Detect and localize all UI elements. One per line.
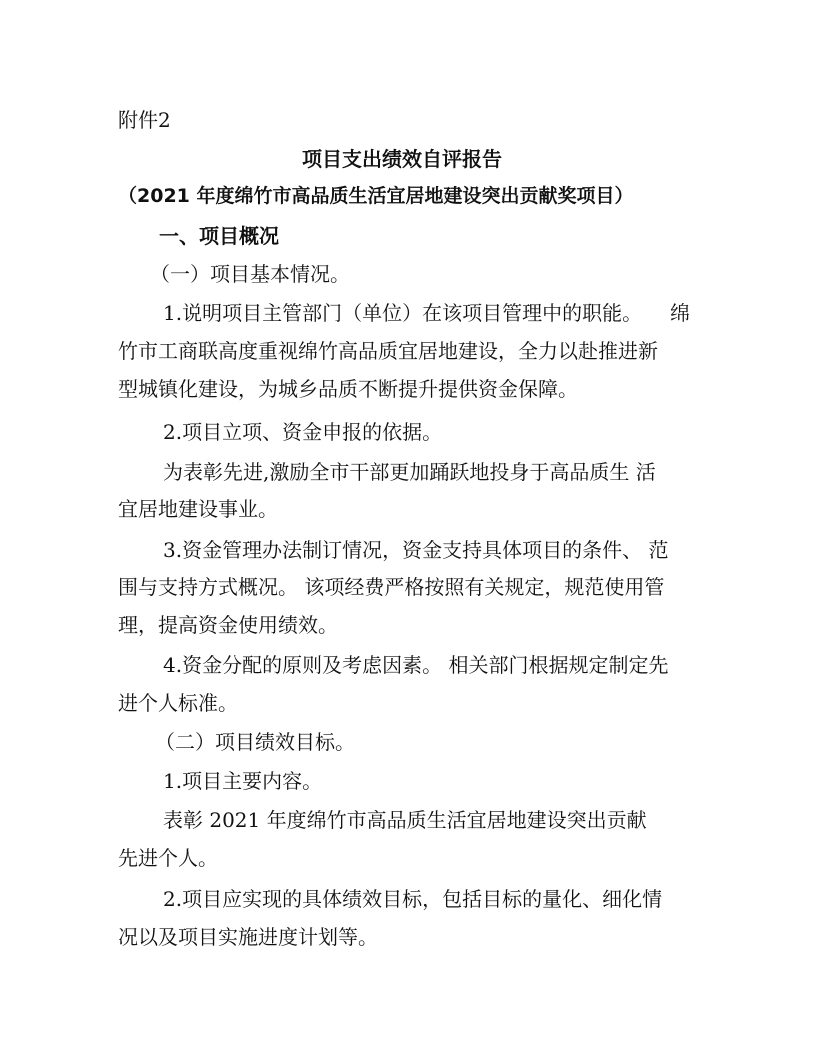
item-1-1-line: 型城镇化建设，为城乡品质不断提升提供资金保障。 (118, 377, 578, 401)
report-title: 项目支出绩效自评报告 (302, 147, 502, 171)
item-1-3-line: 3.资金管理办法制订情况，资金支持具体项目的条件、 范 (163, 538, 669, 562)
item-1-1-title: 1.说明项目主管部门（单位）在该项目管理中的职能。 (163, 301, 643, 325)
item-1-1-line: 竹市工商联高度重视绵竹高品质宜居地建设，全力以赴推进新 (118, 339, 658, 363)
item-2-1-line: 表彰 2021 年度绵竹市高品质生活宜居地建设突出贡献 (163, 808, 647, 832)
report-subtitle: （2021 年度绵竹市高品质生活宜居地建设突出贡献奖项目） (118, 185, 634, 207)
item-1-4-line: 4.资金分配的原则及考虑因素。 相关部门根据规定制定先 (163, 653, 669, 677)
item-1-2-title: 2.项目立项、资金申报的依据。 (163, 420, 443, 444)
section-1-heading: 一、项目概况 (159, 224, 279, 248)
subsection-2-heading: （二）项目绩效目标。 (155, 730, 355, 754)
attachment-label: 附件2 (118, 108, 171, 132)
item-2-2-line: 况以及项目实施进度计划等。 (118, 925, 378, 949)
item-1-3-line: 围与支持方式概况。 该项经费严格按照有关规定，规范使用管 (118, 575, 665, 599)
item-1-2-line: 宜居地建设事业。 (118, 497, 278, 521)
subsection-1-heading: （一）项目基本情况。 (150, 262, 350, 286)
item-2-2-line: 2.项目应实现的具体绩效目标，包括目标的量化、细化情 (163, 887, 663, 911)
item-2-1-title: 1.项目主要内容。 (163, 769, 323, 793)
item-2-1-line: 先进个人。 (118, 846, 218, 870)
item-1-2-line: 为表彰先进,激励全市干部更加踊跃地投身于高品质生 活 (163, 460, 656, 484)
item-1-1-line: 绵 (670, 301, 690, 325)
item-1-3-line: 理，提高资金使用绩效。 (118, 613, 338, 637)
item-1-4-line: 进个人标准。 (118, 691, 238, 715)
